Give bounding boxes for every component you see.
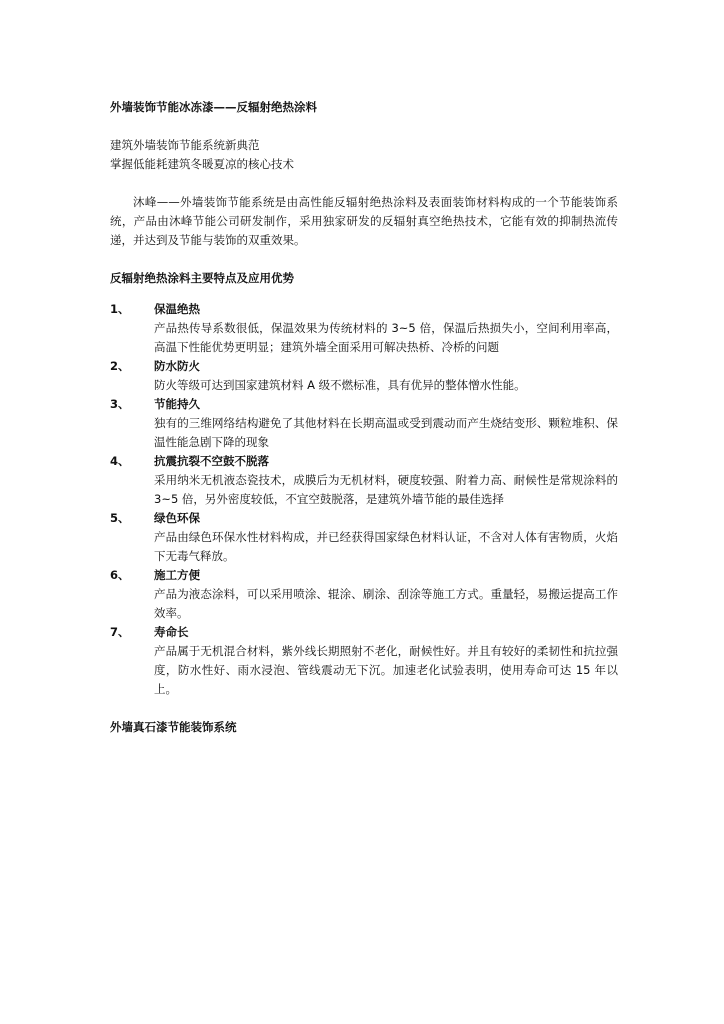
next-section-title: 外墙真石漆节能装饰系统 (110, 719, 237, 734)
document-page (110, 98, 618, 748)
subtitle-block (110, 136, 618, 174)
feature-item-2 (110, 357, 618, 395)
feature-heading-row (110, 300, 618, 319)
feature-heading: 保温绝热 (154, 301, 200, 316)
feature-number: 4、 (110, 453, 130, 468)
section-title: 反辐射绝热涂料主要特点及应用优势 (110, 271, 294, 285)
document-title: 外墙装饰节能冰冻漆——反辐射绝热涂料 (110, 100, 317, 114)
feature-body: 防火等级可达到国家建筑材料 A 级不燃标准，具有优异的整体憎水性能。 (154, 377, 526, 392)
feature-item-6 (110, 566, 618, 623)
subtitle-1: 建筑外墙装饰节能系统新典范 (110, 138, 260, 152)
feature-heading-row (110, 623, 618, 642)
intro-paragraph: 沐峰——外墙装饰节能系统是由高性能反辐射绝热涂料及表面装饰材料构成的一个节能装饰系统，产品由沐峰节能公司研发制作，采用独家研发的反辐射真空绝热技术，它能有效的抑制热流传递，并达到及节能与装饰的双重效果。 (110, 195, 618, 247)
feature-number: 2、 (110, 358, 130, 373)
feature-heading-row (110, 566, 618, 585)
feature-number: 3、 (110, 396, 130, 411)
feature-item-1 (110, 300, 618, 357)
feature-heading-row (110, 509, 618, 528)
feature-heading: 绿色环保 (154, 510, 200, 525)
feature-number: 6、 (110, 567, 130, 582)
feature-heading: 节能持久 (154, 396, 200, 411)
feature-body: 采用纳米无机液态瓷技术，成膜后为无机材料，硬度较强、附着力高、耐候性是常规涂料的 3~5 倍，另外密度较低，不宜空鼓脱落，是建筑外墙节能的最佳选择 (154, 472, 618, 506)
feature-body: 产品热传导系数很低，保温效果为传统材料的 3~5 倍，保温后热损失小，空间利用率高，高温下性能优势更明显；建筑外墙全面采用可解决热桥、冷桥的问题 (154, 320, 618, 354)
feature-heading-row (110, 452, 618, 471)
feature-heading: 防水防火 (154, 358, 200, 373)
feature-item-3 (110, 395, 618, 452)
feature-item-4 (110, 452, 618, 509)
feature-heading: 抗震抗裂不空鼓不脱落 (154, 453, 269, 468)
feature-number: 5、 (110, 510, 130, 525)
subtitle-2: 掌握低能耗建筑冬暖夏凉的核心技术 (110, 157, 294, 171)
features-list (110, 300, 618, 699)
feature-body: 产品由绿色环保水性材料构成，并已经获得国家绿色材料认证，不含对人体有害物质，火焰下无毒气释放。 (154, 529, 618, 563)
feature-number: 1、 (110, 301, 130, 316)
feature-item-7 (110, 623, 618, 699)
feature-heading-row (110, 395, 618, 414)
feature-item-5 (110, 509, 618, 566)
feature-number: 7、 (110, 624, 130, 639)
feature-body: 独有的三维网络结构避免了其他材料在长期高温或受到震动而产生烧结变形、颗粒堆积、保温性能急剧下降的现象 (154, 415, 618, 449)
feature-heading: 施工方便 (154, 567, 200, 582)
feature-heading-row (110, 357, 618, 376)
feature-body: 产品为液态涂料，可以采用喷涂、辊涂、刷涂、刮涂等施工方式。重量轻，易搬运提高工作效率。 (154, 586, 618, 620)
feature-body: 产品属于无机混合材料，紫外线长期照射不老化，耐候性好。并且有较好的柔韧性和抗拉强度，防水性好、雨水浸泡、管线震动无下沉。加速老化试验表明，使用寿命可达 15 年以上。 (154, 643, 618, 696)
feature-heading: 寿命长 (154, 624, 189, 639)
